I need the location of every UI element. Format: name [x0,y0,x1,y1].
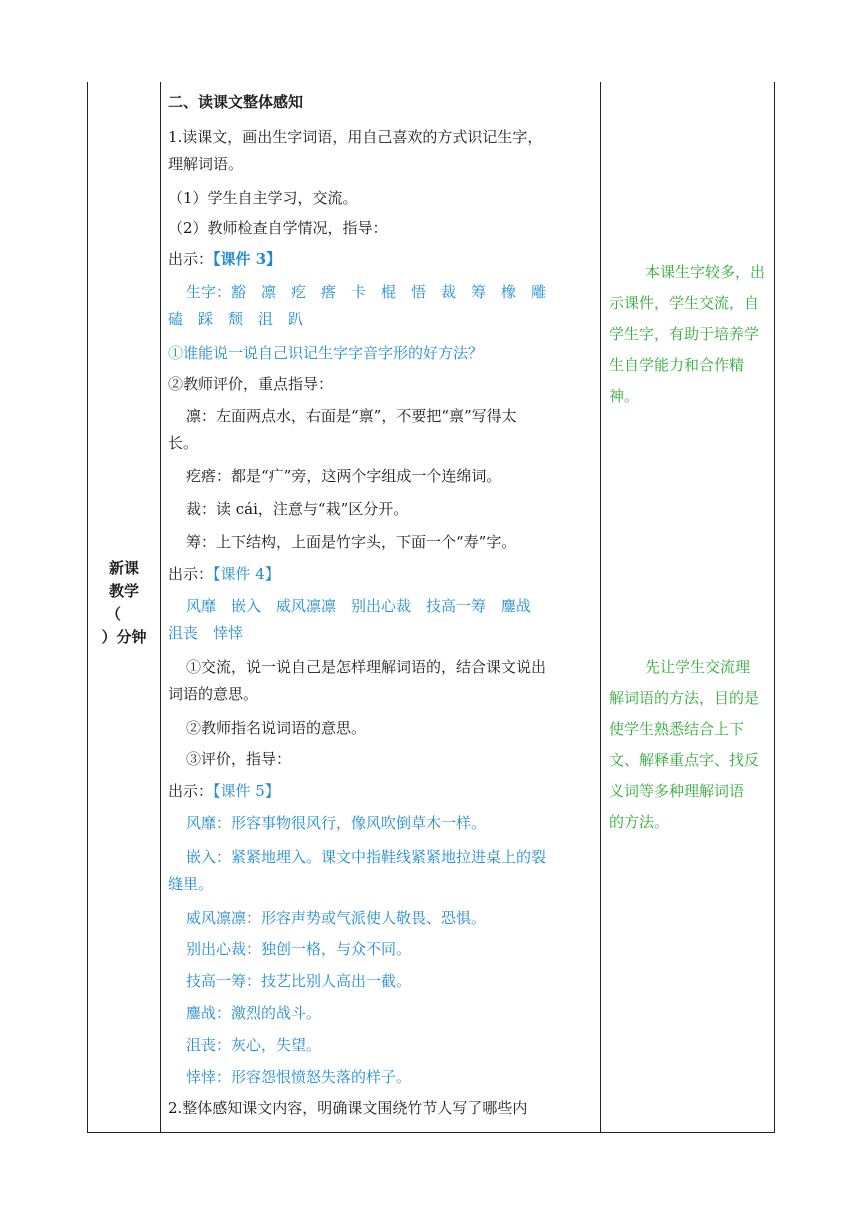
content-line [168,188,358,208]
lesson-table [87,82,775,1133]
content-text: 疙瘩：都是“疒”旁，这两个字组成一个连绵词。 [186,467,502,485]
content-text: （2）教师检查自学情况，指导： [168,219,388,237]
content-line [168,127,542,147]
content-text: 理解词语。 [168,155,244,173]
note-line: 本课生字较多，出 [645,263,766,281]
content-line [168,874,213,894]
content-line [168,1098,527,1118]
content-line [186,499,408,519]
content-text: 筹：上下结构，上面是竹字头，下面一个“寿”字。 [186,533,517,551]
content-text: ①交流，说一说自己是怎样理解词语的，结合课文说出 [186,658,547,676]
courseware-tag: 【课件 5】 [213,782,280,800]
content-text: 磕 踩 颓 沮 趴 [168,310,304,328]
note-line: 学生字，有助于培养学 [609,325,760,343]
content-line [186,1003,321,1023]
content-text: 生字：豁 凛 疙 瘩 卡 棍 悟 裁 筹 橡 雕 [186,283,547,301]
note-line: 使学生熟悉结合上下 [609,720,745,738]
content-line [186,282,546,302]
content-text: 技高一筹：技艺比别人高出一截。 [186,972,412,990]
note-line: 文、解释重点字、找反 [609,751,760,769]
content-line [186,813,486,833]
content-text: ①谁能说一说自己识记生字字音字形的好方法？ [168,344,484,362]
note-line: 义词等多种理解词语 [609,782,745,800]
note-line: 神。 [609,387,640,405]
courseware-tag: 【课件 4】 [213,565,280,583]
content-line [186,749,291,769]
note-line: 生自学能力和合作精 [609,356,745,374]
content-line [186,1067,411,1087]
courseware-tag: 【课件 3】 [213,250,282,268]
content-text: （1）学生自主学习，交流。 [168,189,358,207]
content-text: ③评价，指导： [186,750,292,768]
content-text: 凛：左面两点水，右面是“禀”，不要把“禀”写得太 [186,407,517,425]
section-label-line: ）分钟 [101,628,147,646]
content-line [168,218,388,238]
content-text: 出示： [168,782,214,800]
note-line: 示课件，学生交流，自 [609,294,760,312]
section-label [88,557,160,649]
content-text: 鏖战：激烈的战斗。 [186,1004,322,1022]
content-text: ②教师评价，重点指导： [168,375,334,393]
content-line [186,466,501,486]
content-line [186,971,411,991]
content-text: 裁：读 cái，注意与“栽”区分开。 [186,500,409,518]
note-line: 的方法。 [609,813,670,831]
content-line [168,92,303,112]
content-line [168,154,243,174]
content-line [186,718,366,738]
content-line [186,1035,321,1055]
content-text: 嵌入：紧紧地埋入。课文中指鞋线紧紧地拉进桌上的裂 [186,848,547,866]
content-text: 沮丧 悻悻 [168,624,244,642]
note-line: 先让学生交流理 [645,658,751,676]
content-text: 风靡：形容事物很风行，像风吹倒草木一样。 [186,814,487,832]
content-text: 缝里。 [168,875,214,893]
content-text: 词语的意思。 [168,685,259,703]
content-text: 二、读课文整体感知 [168,93,304,111]
section-label-line: （ [106,605,122,623]
content-line [168,623,243,643]
content-text: 风靡 嵌入 威风凛凛 别出心裁 技高一筹 鏖战 [186,597,532,615]
content-line [168,249,281,269]
content-line [168,374,333,394]
content-text: 别出心裁：独创一格，与众不同。 [186,940,412,958]
content-text: 沮丧：灰心，失望。 [186,1036,322,1054]
content-line [186,406,517,426]
section-label-line: 教学 [108,582,139,600]
content-line [186,596,531,616]
content-line [168,343,483,363]
content-line [186,847,546,867]
content-text: ②教师指名说词语的意思。 [186,719,367,737]
content-text: 出示： [168,565,214,583]
note-line: 解词语的方法，目的是 [609,689,760,707]
content-line [168,433,198,453]
content-line [186,908,486,928]
content-text: 悻悻：形容怨恨愤怒失落的样子。 [186,1068,412,1086]
content-line [186,939,411,959]
content-line [168,684,258,704]
content-text: 2.整体感知课文内容，明确课文围绕竹节人写了哪些内 [168,1099,528,1117]
column-divider-1 [160,82,161,1132]
content-line [186,657,546,677]
section-label-line: 新课 [108,559,139,577]
content-text: 威风凛凛：形容声势或气派使人敬畏、恐惧。 [186,909,487,927]
content-line [168,781,280,801]
column-divider-2 [600,82,601,1132]
content-line [168,309,303,329]
content-line [186,532,516,552]
content-text: 1.读课文，画出生字词语，用自己喜欢的方式识记生字， [168,128,543,146]
content-text: 出示： [168,250,214,268]
content-text: 长。 [168,434,199,452]
content-line [168,564,280,584]
